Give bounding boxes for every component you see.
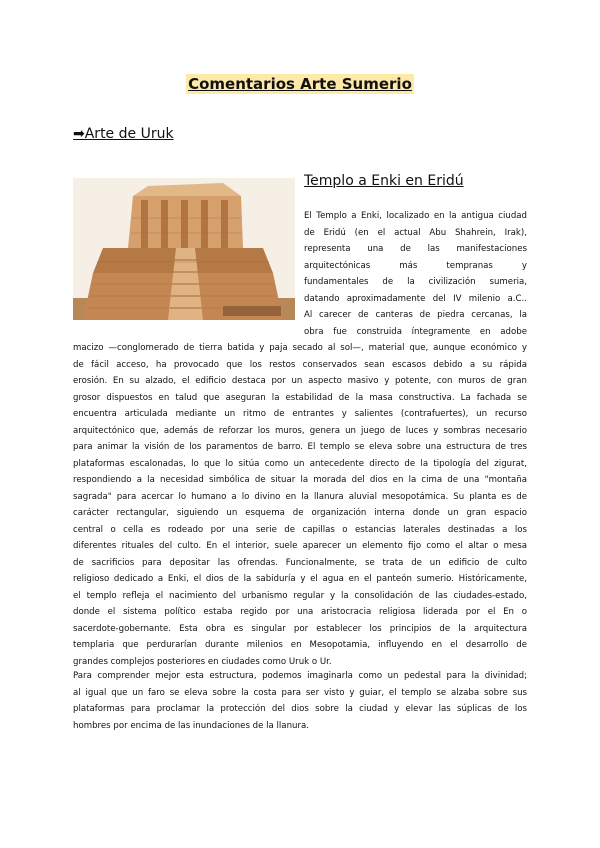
text-line: fundamentales de la civilización sumeria, — [304, 277, 527, 287]
document-title-wrap — [0, 74, 600, 93]
text-line: sagrada" para acercar lo humano a lo divino en la llanura aluvial mesopotámica. Su planta es de — [73, 491, 527, 502]
text-line: encuentra articulada mediante un ritmo de entrantes y salientes (contrafuertes), un recurso — [73, 409, 527, 419]
text-line: para animar la visión de los paramentos de barro. El templo se eleva sobre una estructura de tres — [73, 442, 527, 452]
text-line: donde el sistema político estaba regido por una aristocracia religiosa liderada por el En o — [73, 607, 527, 617]
text-line: sacerdote-gobernante. Esta obra es singular por establecer los principios de la arquitectura — [73, 623, 527, 634]
text-line: arquitectónico que, además de reforzar los muros, genera un juego de luces y sombras necesario — [73, 425, 527, 436]
text-line: respondiendo a la necesidad simbólica de situar la morada del dios en la cima de una "montaña — [73, 475, 527, 485]
text-line: religioso dedicado a Enki, el dios de la sabiduría y el agua en el panteón sumerio. Históricamente, — [73, 574, 527, 584]
text-line: carácter rectangular, siguiendo un esquema de organización interna donde un gran espacio — [73, 508, 527, 518]
document-title: Comentarios Arte Sumerio — [188, 75, 412, 93]
text-line: representa una de las manifestaciones — [304, 244, 527, 254]
text-line: erosión. En su alzado, el edificio destaca por un aspecto masivo y potente, con muros de gran — [73, 376, 527, 386]
section-heading: ➡Arte de Uruk — [73, 126, 174, 142]
text-line: macizo —conglomerado de tierra batida y paja secado al sol—, material que, aunque económico y — [73, 343, 527, 353]
text-line: datando aproximadamente del IV milenio a.C.. — [304, 293, 527, 304]
text-line: el templo refleja el nacimiento del urbanismo regular y la consolidación de las ciudades-estado, — [73, 590, 527, 601]
text-line: grosor dispuestos en talud que aseguran la estabilidad de la masa constructiva. La fachada se — [73, 392, 527, 403]
text-line: Para comprender mejor esta estructura, podemos imaginarla como un pedestal para la divinidad; — [73, 671, 527, 681]
text-line: de sacrificios para depositar las ofrendas. Funcionalmente, se trata de un edificio de culto — [73, 557, 527, 568]
text-line: plataformas escalonadas, lo que lo sitúa como un antecedente directo de la tipología del zigurat, — [73, 458, 527, 469]
text-line: templaria que perdurarían durante milenios en Mesopotamia, influyendo en el desarrollo de — [73, 640, 527, 650]
text-line: arquitectónicas más tempranas y — [304, 260, 527, 271]
text-line: de fácil acceso, ha provocado que los restos conservados sean escasos debido a su rápida — [73, 359, 527, 370]
text-line: al igual que un faro se eleva sobre la costa para ser visto y guiar, el templo se alzaba sobre sus — [73, 687, 527, 698]
text-line: plataformas para proclamar la protección del dios sobre la ciudad y elevar las súplicas de los — [73, 704, 527, 714]
text-line: grandes complejos posteriores en ciudades como Uruk o Ur. — [73, 656, 332, 667]
paragraph-main — [73, 208, 527, 670]
text-line: de Eridú (en el actual Abu Shahrein, Irak), — [304, 227, 527, 238]
text-line: obra fue construida íntegramente en adobe — [304, 326, 527, 337]
text-line: diferentes rituales del culto. En el interior, suele aparecer un elemento fijo como el altar o mesa — [73, 541, 527, 551]
article-subtitle: Templo a Enki en Eridú — [304, 173, 464, 189]
text-line: hombres por encima de las inundaciones de la llanura. — [73, 720, 309, 731]
paragraph-conclusion — [73, 668, 527, 734]
text-line: central o cella es rodeado por una serie de capillas o estancias laterales destinadas a los — [73, 524, 527, 535]
text-line: El Templo a Enki, localizado en la antigua ciudad — [304, 211, 527, 221]
text-line: Al carecer de canteras de piedra cercanas, la — [304, 310, 527, 320]
